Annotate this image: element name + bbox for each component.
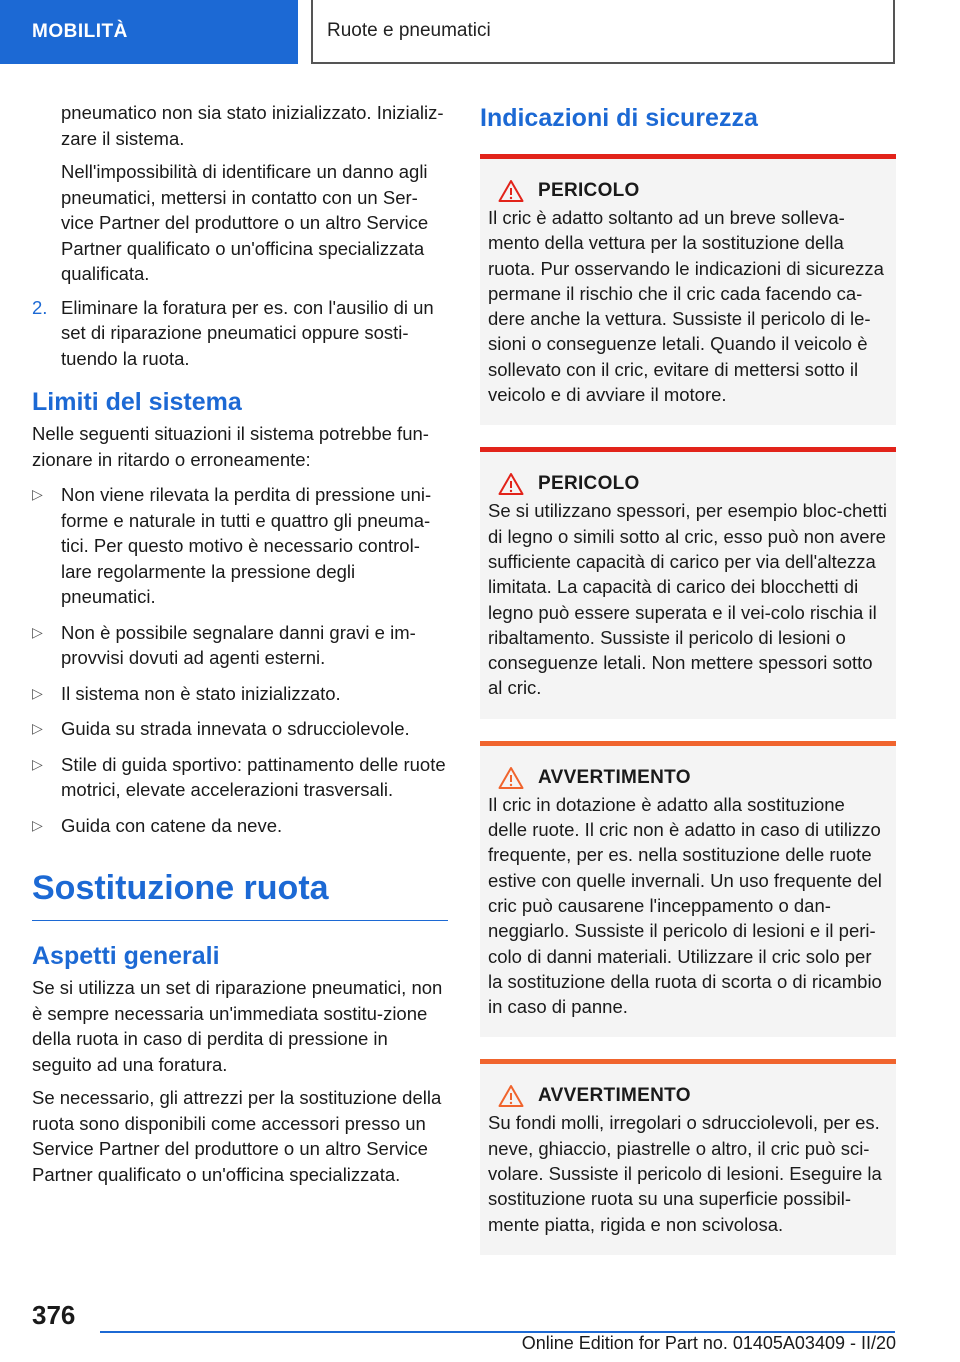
list-item-text: Guida con catene da neve. [61, 814, 283, 836]
warning-triangle-icon [498, 766, 524, 790]
warning-text: Il cric è adatto soltanto ad un breve solleva-mento della vettura per la sostituzione della ruota. Pur osservando le indicazioni di sicurezza permane il rischio che il cric cada facendo ca-dere anche la vettura. Sussiste il pericolo di le-sioni o conseguenze letali. Quando il veicolo è sollevato con il cric, evitare di mettersi sotto il veicolo e di avviare il motore. [488, 207, 884, 406]
section-tab: MOBILITÀ [0, 0, 298, 64]
list-item [32, 813, 448, 839]
bullet-triangle-icon: ▷ [32, 720, 43, 736]
chapter-title: Ruote e pneumatici [311, 0, 895, 64]
bullet-triangle-icon: ▷ [32, 755, 43, 772]
continued-paragraph: Nell'impossibilità di identificare un danno agli pneumatici, mettersi in contatto con un Ser-vice Partner del produttore o un altro Service Partner qualificato o un'officina specializzata qualificata. [61, 161, 429, 284]
list-item [32, 752, 448, 803]
bullet-triangle-icon: ▷ [32, 486, 43, 502]
list-item-text: Guida su strada innevata o sdrucciolevole. [61, 718, 410, 739]
list-item [32, 482, 448, 610]
warning-text: Su fondi molli, irregolari o sdrucciolevoli, per es. neve, ghiaccio, piastrelle o altro, il cric può sci-volare. Sussiste il pericolo di lesioni. Eseguire la sostituzione ruota su una superficie possibil-mente piatta, rigida e non scivolosa. [488, 1112, 882, 1235]
caution-box [480, 1059, 896, 1254]
list-item [32, 620, 448, 671]
list-item [32, 716, 448, 742]
general-paragraph: Se necessario, gli attrezzi per la sostituzione della ruota sono disponibili come accessori presso un Service Partner del produttore o un altro Service Partner qualificato o un'officina specializzata. [32, 1087, 442, 1185]
limits-intro: Nelle seguenti situazioni il sistema potrebbe fun-zionare in ritardo o erroneamente: [32, 423, 429, 470]
list-item [32, 681, 448, 707]
list-item-text: Stile di guida sportivo: pattinamento delle ruote motrici, elevate accelerazioni trasversali. [61, 753, 446, 800]
left-column [32, 100, 448, 1187]
continued-paragraph: pneumatico non sia stato inizializzato. Inizializ-zare il sistema. [61, 102, 444, 149]
general-heading: Aspetti generali [32, 942, 220, 970]
caution-box [480, 741, 896, 1038]
bullet-triangle-icon: ▷ [32, 684, 43, 701]
step-number: 2. [32, 296, 48, 318]
danger-box [480, 154, 896, 425]
warning-text: Il cric in dotazione è adatto alla sostituzione delle ruote. Il cric non è adatto in caso di utilizzo frequente, per es. nella sostituzione delle ruote estive con quelle invernali. Un uso frequente del cric può causarene l'inceppamento o dan-neggiarlo. Sussiste il pericolo di lesioni e il peri-colo di danni materiali. Utilizzare il cric solo per la sostituzione della ruota di scorta o di ricambio in caso di panne. [488, 793, 882, 1018]
danger-box [480, 447, 896, 718]
list-item-text: Non viene rilevata la perdita di pressione uni-forme e naturale in tutti e quattro gli pneuma-tici. Per questo motivo è necessario control-lare regolarmente la pressione degli pneumatici. [61, 484, 432, 607]
general-paragraph: Se si utilizza un set di riparazione pneumatici, non è sempre necessaria un'immediata sostitu-zione della ruota in caso di perdita di pressione in seguito ad una foratura. [32, 977, 443, 1075]
edition-footer: Online Edition for Part no. 01405A03409 - II/20 [521, 1333, 896, 1353]
step-text: Eliminare la foratura per es. con l'ausilio di un set di riparazione pneumatici oppure sosti-tuendo la ruota. [61, 296, 434, 369]
bullet-triangle-icon: ▷ [32, 623, 43, 640]
numbered-step [32, 295, 448, 372]
safety-heading: Indicazioni di sicurezza [480, 104, 758, 132]
warning-level: PERICOLO [538, 473, 640, 495]
list-item-text: Il sistema non è stato inizializzato. [61, 682, 341, 704]
right-column [480, 100, 896, 1277]
warning-triangle-icon [498, 179, 524, 203]
section-heading: Sostituzione ruota [32, 866, 448, 921]
warning-level: AVVERTIMENTO [538, 766, 691, 788]
list-item-text: Non è possibile segnalare danni gravi e im-provvisi dovuti ad agenti esterni. [61, 621, 416, 668]
warning-level: PERICOLO [538, 180, 640, 201]
page-number: 376 [32, 1300, 76, 1330]
warning-triangle-icon [498, 472, 524, 496]
warning-triangle-icon [498, 1084, 524, 1108]
bullet-triangle-icon: ▷ [32, 816, 43, 833]
warning-level: AVVERTIMENTO [538, 1085, 691, 1107]
limits-heading: Limiti del sistema [32, 388, 242, 416]
warning-text: Se si utilizzano spessori, per esempio bloc-chetti di legno o simili sotto al cric, esso può non avere sufficiente capacità di carico per via dell'altezza limitata. La capacità di carico dei blocchetti di legno può essere superata e il vei-colo rischia il ribaltamento. Sussiste il pericolo di lesioni o conseguenze letali. Non mettere spessori sotto al cric. [488, 500, 887, 699]
